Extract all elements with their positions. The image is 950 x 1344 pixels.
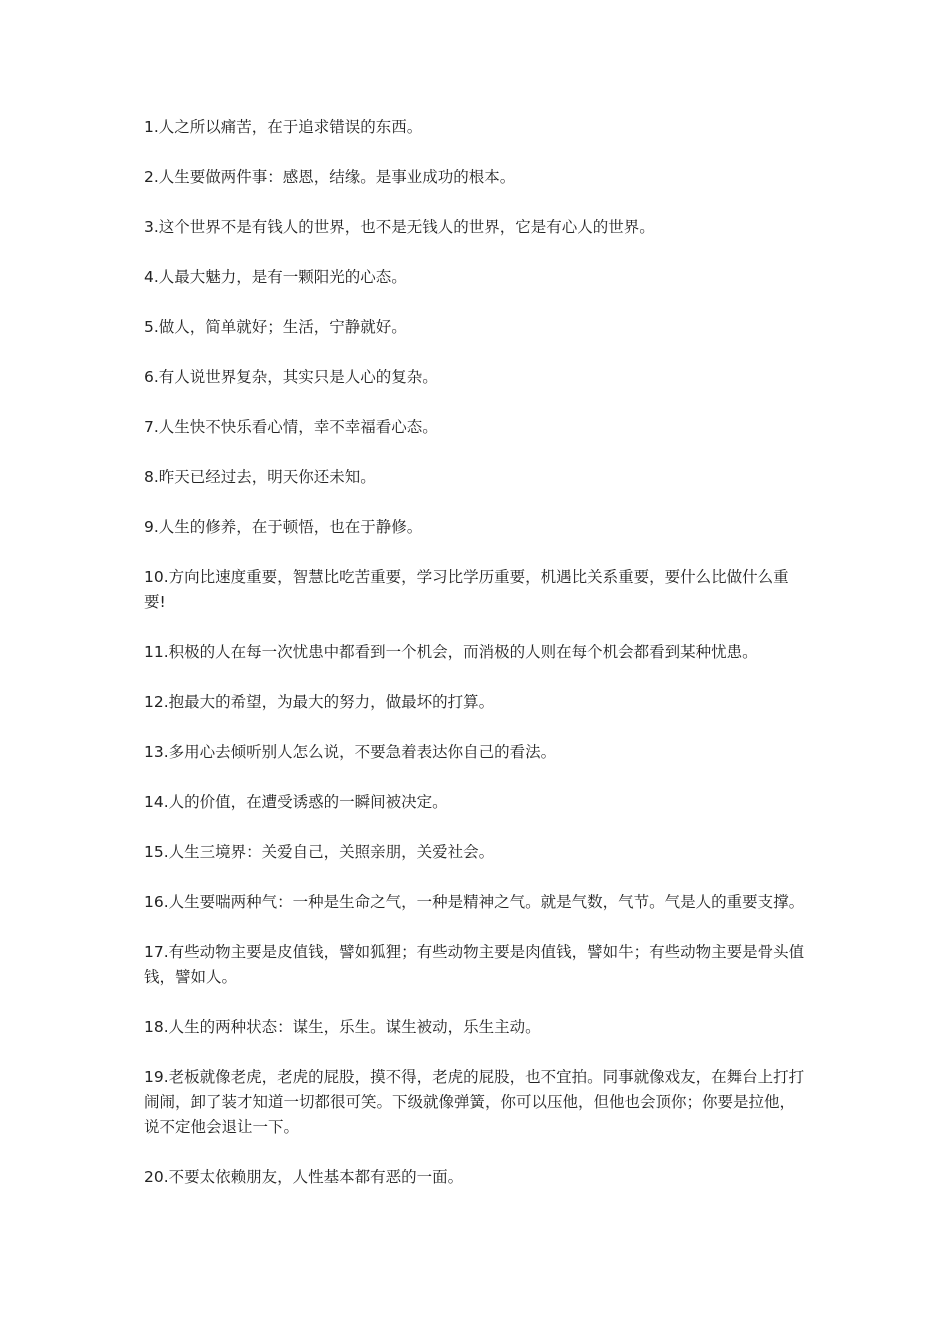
quote-paragraph: 18.人生的两种状态：谋生，乐生。谋生被动，乐生主动。 bbox=[144, 1018, 541, 1036]
quote-paragraph: 7.人生快不快乐看心情，幸不幸福看心态。 bbox=[144, 418, 438, 436]
quote-paragraph: 14.人的价值，在遭受诱惑的一瞬间被决定。 bbox=[144, 793, 448, 811]
quote-paragraph: 2.人生要做两件事：感恩，结缘。是事业成功的根本。 bbox=[144, 168, 516, 186]
quote-paragraph: 20.不要太依赖朋友，人性基本都有恶的一面。 bbox=[144, 1168, 464, 1186]
quote-paragraph: 10.方向比速度重要，智慧比吃苦重要，学习比学历重要，机遇比关系重要，要什么比做什么重要! bbox=[144, 568, 789, 611]
quote-paragraph: 9.人生的修养，在于顿悟，也在于静修。 bbox=[144, 518, 423, 536]
quote-paragraph: 4.人最大魅力，是有一颗阳光的心态。 bbox=[144, 268, 407, 286]
quote-paragraph: 5.做人，简单就好；生活，宁静就好。 bbox=[144, 318, 407, 336]
quote-list bbox=[144, 115, 808, 1215]
quote-paragraph: 19.老板就像老虎，老虎的屁股，摸不得，老虎的屁股，也不宜拍。同事就像戏友，在舞台上打打闹闹，卸了装才知道一切都很可笑。下级就像弹簧，你可以压他，但他也会顶你；你要是拉他，说不定他会退让一下。 bbox=[144, 1068, 805, 1136]
quote-paragraph: 1.人之所以痛苦，在于追求错误的东西。 bbox=[144, 118, 423, 136]
quote-paragraph: 17.有些动物主要是皮值钱，譬如狐狸；有些动物主要是肉值钱，譬如牛；有些动物主要是骨头值钱，譬如人。 bbox=[144, 943, 805, 986]
quote-paragraph: 3.这个世界不是有钱人的世界，也不是无钱人的世界，它是有心人的世界。 bbox=[144, 218, 655, 236]
quote-paragraph: 16.人生要喘两种气：一种是生命之气，一种是精神之气。就是气数，气节。气是人的重要支撑。 bbox=[144, 893, 805, 911]
quote-paragraph: 15.人生三境界：关爱自己，关照亲朋，关爱社会。 bbox=[144, 843, 495, 861]
quote-paragraph: 13.多用心去倾听别人怎么说，不要急着表达你自己的看法。 bbox=[144, 743, 557, 761]
quote-paragraph: 12.抱最大的希望，为最大的努力，做最坏的打算。 bbox=[144, 693, 495, 711]
quote-paragraph: 6.有人说世界复杂，其实只是人心的复杂。 bbox=[144, 368, 438, 386]
quote-paragraph: 11.积极的人在每一次忧患中都看到一个机会，而消极的人则在每个机会都看到某种忧患。 bbox=[144, 643, 758, 661]
quote-paragraph: 8.昨天已经过去，明天你还未知。 bbox=[144, 468, 376, 486]
